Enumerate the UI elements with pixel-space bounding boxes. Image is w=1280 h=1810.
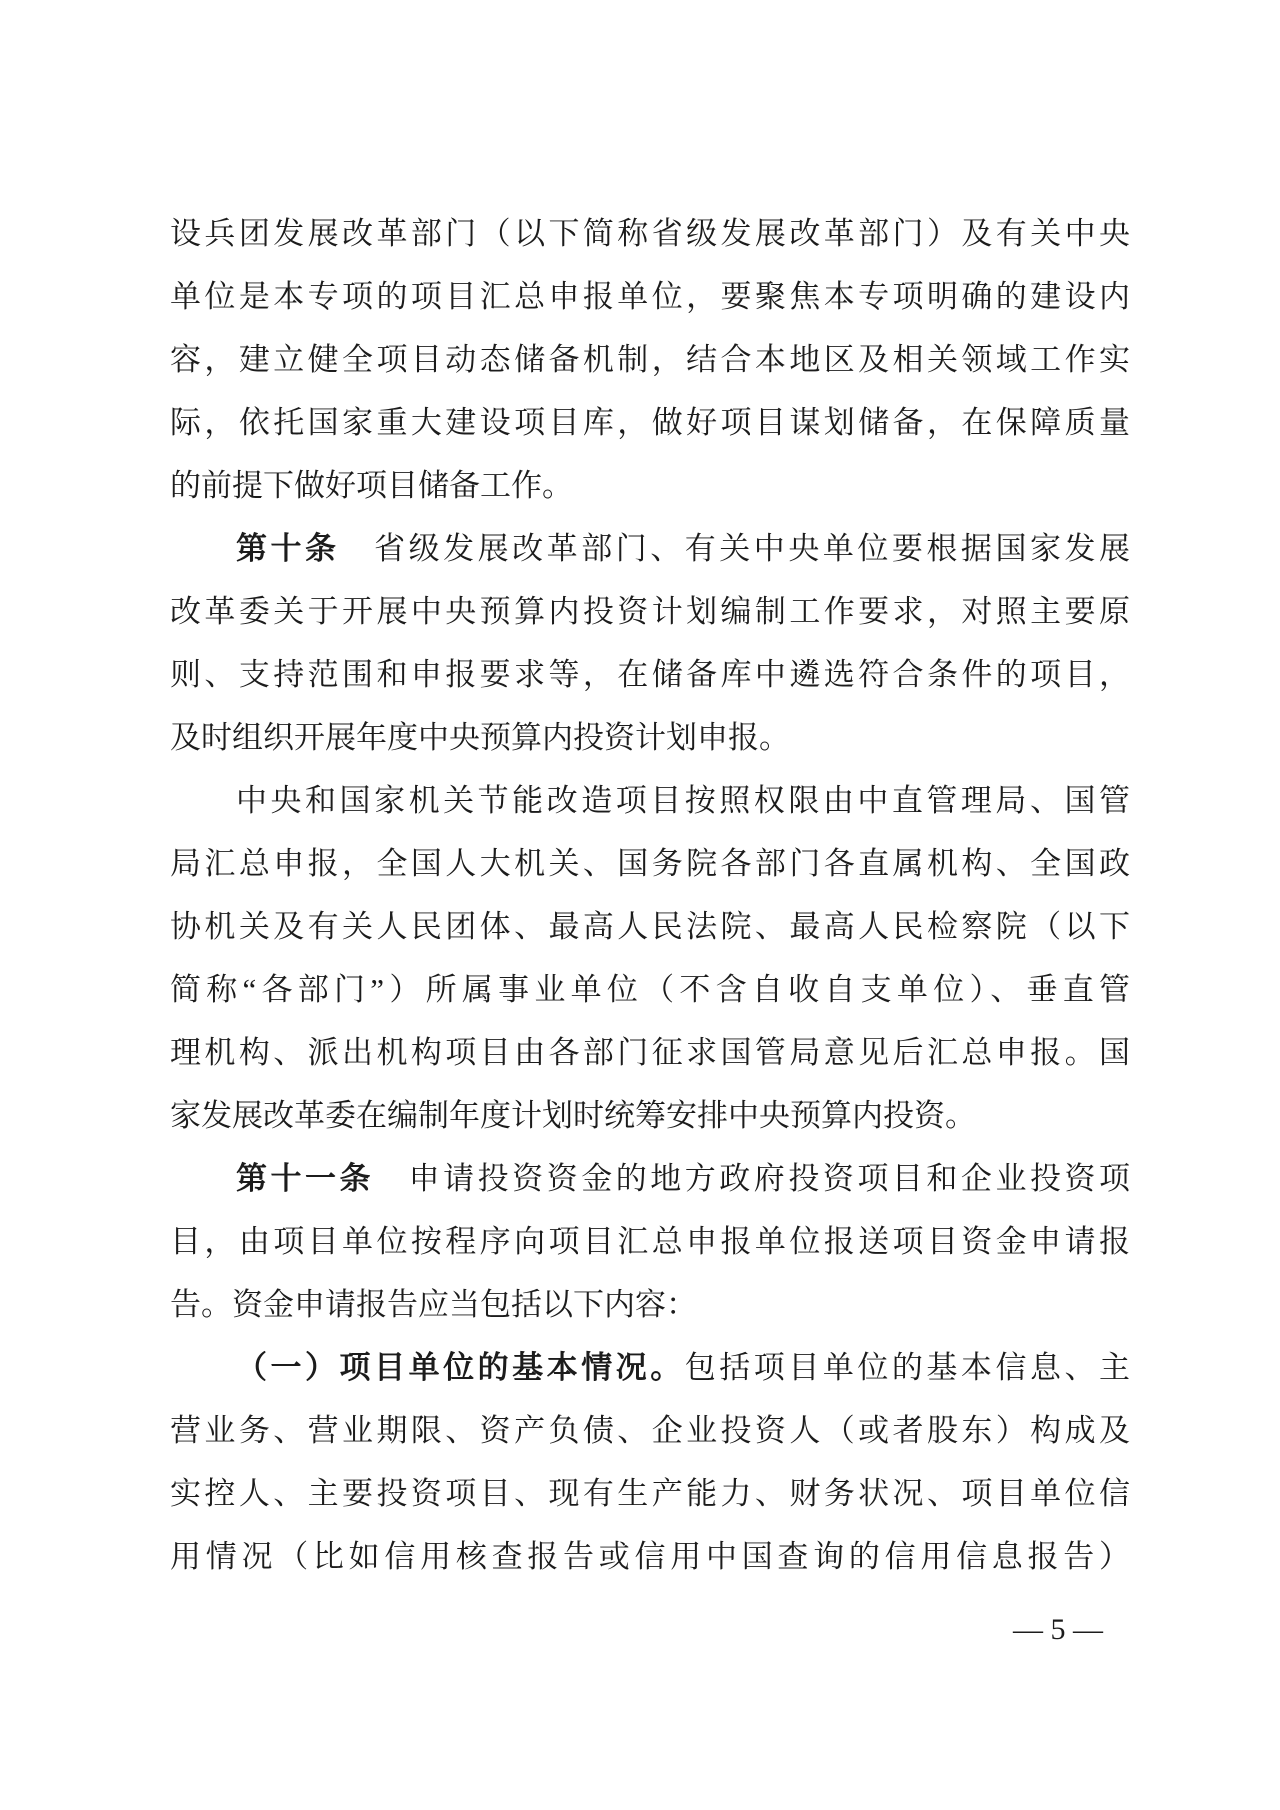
text-line: 实控人、主要投资项目、现有生产能力、财务状况、项目单位信 (170, 1476, 1130, 1511)
page-number: — 5 — (1013, 1613, 1103, 1646)
article-label: 第十一条 (236, 1161, 375, 1196)
text-line: 设兵团发展改革部门（以下简称省级发展改革部门）及有关中央 (170, 216, 1130, 251)
text-line: 家发展改革委在编制年度计划时统筹安排中央预算内投资。 (170, 1098, 976, 1133)
text-line: 容，建立健全项目动态储备机制，结合本地区及相关领域工作实 (170, 342, 1130, 377)
article-label: 第十条 (236, 531, 340, 566)
text-line: 告。资金申请报告应当包括以下内容： (170, 1287, 697, 1322)
text-line: 际，依托国家重大建设项目库，做好项目谋划储备，在保障质量 (170, 405, 1130, 440)
article-label: （一）项目单位的基本情况。 (236, 1350, 685, 1385)
text-line: （一）项目单位的基本情况。包括项目单位的基本信息、主 (236, 1350, 1131, 1385)
text-line: 协机关及有关人民团体、最高人民法院、最高人民检察院（以下 (170, 909, 1130, 944)
text-line: 则、支持范围和申报要求等，在储备库中遴选符合条件的项目， (170, 657, 1130, 692)
text-line: 目，由项目单位按程序向项目汇总申报单位报送项目资金申请报 (170, 1224, 1130, 1259)
document-body (170, 202, 1130, 1588)
text-line: 局汇总申报，全国人大机关、国务院各部门各直属机构、全国政 (170, 846, 1130, 881)
text-line: 用情况（比如信用核查报告或信用中国查询的信用信息报告） (170, 1539, 1130, 1574)
text-line: 第十条 省级发展改革部门、有关中央单位要根据国家发展 (236, 531, 1131, 566)
text-line: 单位是本专项的项目汇总申报单位，要聚焦本专项明确的建设内 (170, 279, 1130, 314)
text-line: 营业务、营业期限、资产负债、企业投资人（或者股东）构成及 (170, 1413, 1130, 1448)
text-line: 理机构、派出机构项目由各部门征求国管局意见后汇总申报。国 (170, 1035, 1130, 1070)
text-line: 中央和国家机关节能改造项目按照权限由中直管理局、国管 (236, 783, 1130, 818)
text-line: 改革委关于开展中央预算内投资计划编制工作要求，对照主要原 (170, 594, 1130, 629)
text-line: 及时组织开展年度中央预算内投资计划申报。 (170, 720, 790, 755)
text-line: 的前提下做好项目储备工作。 (170, 468, 573, 503)
text-line: 第十一条 申请投资资金的地方政府投资项目和企业投资项 (236, 1161, 1131, 1196)
text-line: 简称“各部门”）所属事业单位（不含自收自支单位）、垂直管 (170, 972, 1130, 1007)
